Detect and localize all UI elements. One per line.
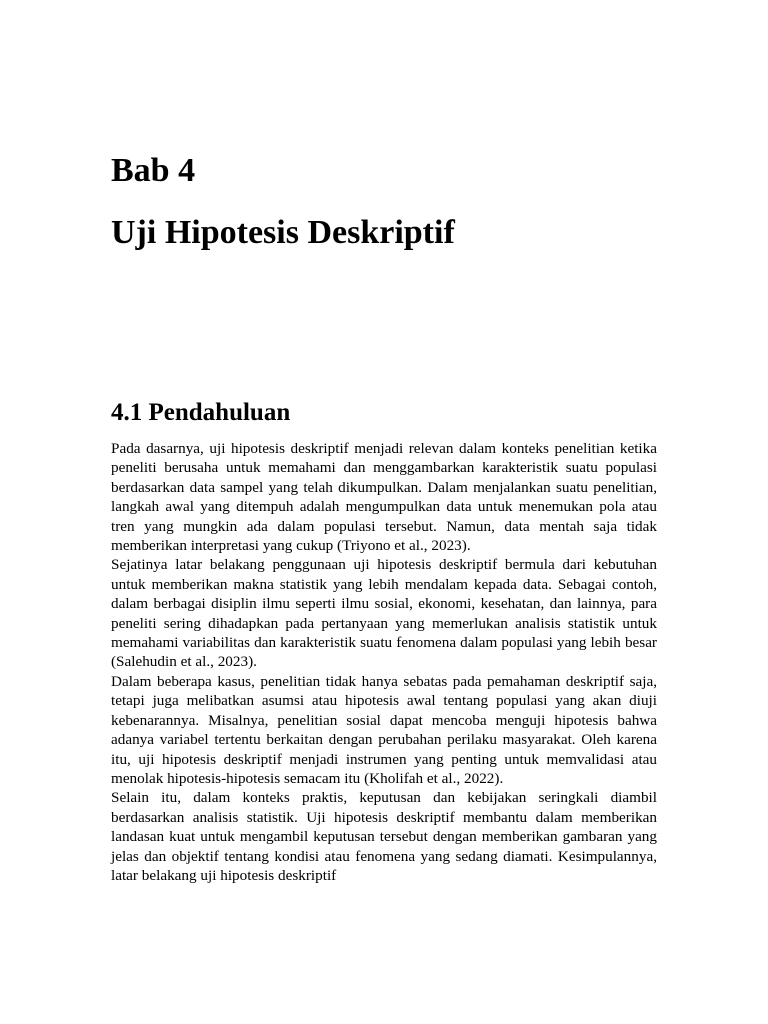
paragraph-3: Dalam beberapa kasus, penelitian tidak hanya sebatas pada pemahaman deskriptif saja, tetapi juga melibatkan asumsi atau hipotesis awal tentang populasi yang akan diuji kebenarannya. Misalnya, penelitian sosial dapat mencoba menguji hipotesis bahwa adanya variabel tertentu berkaitan dengan perubahan perilaku masyarakat. Oleh karena itu, uji hipotesis deskriptif menjadi instrumen yang penting untuk memvalidasi atau menolak hipotesis-hipotesis semacam itu (Kholifah et al., 2022). xyxy=(111,672,657,787)
section-heading: 4.1 Pendahuluan xyxy=(111,399,291,426)
paragraph-1: Pada dasarnya, uji hipotesis deskriptif menjadi relevan dalam konteks penelitian ketika peneliti berusaha untuk memahami dan menggambarkan karakteristik suatu populasi berdasarkan data sampel yang telah dikumpulkan. Dalam menjalankan suatu penelitian, langkah awal yang ditempuh adalah mengumpulkan data untuk menemukan pola atau tren yang mungkin ada dalam populasi tersebut. Namun, data mentah saja tidak memberikan interpretasi yang cukup (Triyono et al., 2023). xyxy=(111,440,657,555)
chapter-number: Bab 4 xyxy=(111,152,196,189)
paragraph-2: Sejatinya latar belakang penggunaan uji hipotesis deskriptif bermula dari kebutuhan untuk memberikan makna statistik yang lebih mendalam kepada data. Sebagai contoh, dalam berbagai disiplin ilmu seperti ilmu sosial, ekonomi, kesehatan, dan lainnya, para peneliti sering dihadapkan pada pertanyaan yang memerlukan analisis statistik untuk memahami variabilitas dan karakteristik suatu fenomena dalam populasi yang lebih besar (Salehudin et al., 2023). xyxy=(111,556,657,671)
paragraph-4: Selain itu, dalam konteks praktis, keputusan dan kebijakan seringkali diambil berdasarkan analisis statistik. Uji hipotesis deskriptif membantu dalam memberikan landasan kuat untuk mengambil keputusan tersebut dengan memberikan gambaran yang jelas dan objektif tentang kondisi atau fenomena yang sedang diamati. Kesimpulannya, latar belakang uji hipotesis deskriptif xyxy=(111,789,657,884)
chapter-title: Uji Hipotesis Deskriptif xyxy=(111,214,455,251)
section-body xyxy=(111,439,657,885)
